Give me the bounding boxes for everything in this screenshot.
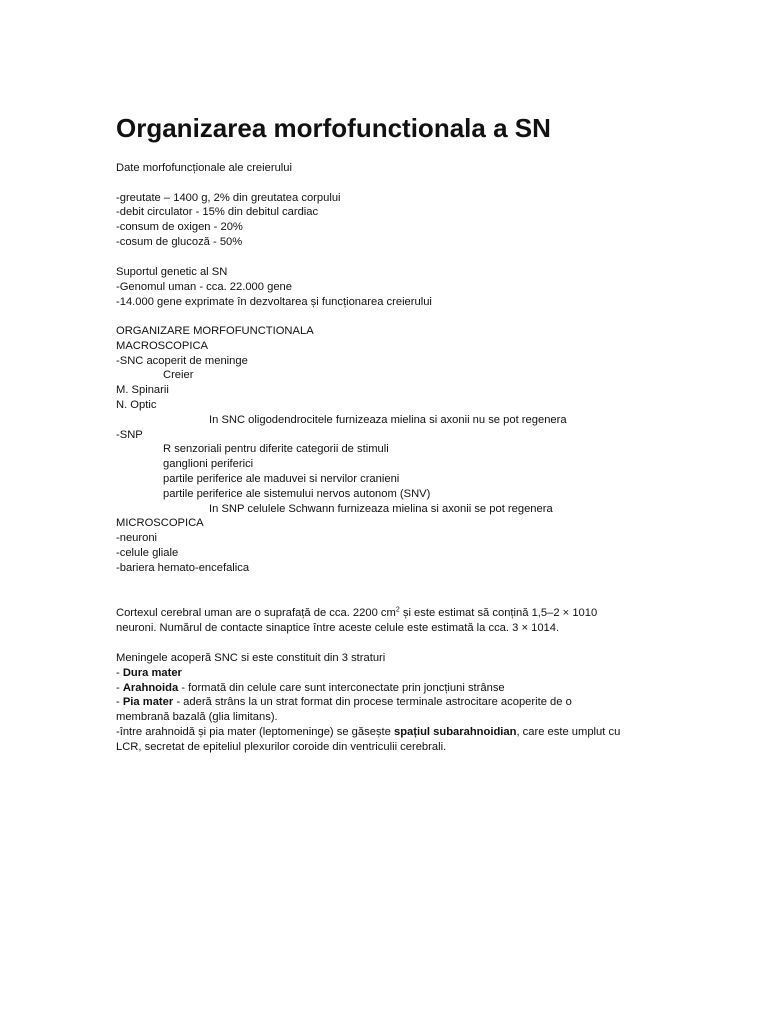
list-item: partile periferice ale sistemului nervos autonom (SNV) — [163, 487, 431, 500]
list-item: M. Spinarii — [116, 384, 169, 397]
paragraph-line: Cortexul cerebral uman are o suprafață de cca. 2200 $cm^2$ și este estimat să conțină 1,5–2 × 1010 — [116, 606, 598, 619]
list-item: Creier — [163, 369, 194, 382]
paragraph-line: -între arahnoidă și pia mater (leptomeninge) se găsește spațiul subarahnoidian, care este umplut cu — [116, 725, 621, 738]
page-title: Organizarea morfofunctionala a SN — [116, 113, 551, 143]
snc-note: In SNC oligodendrocitele furnizeaza mielina si axonii nu se pot regenera — [209, 413, 567, 426]
term-bold: spațiul subarahnoidian — [393, 725, 517, 738]
paragraph-line: Meningele acoperă SNC si este constituit din 3 straturi — [116, 652, 386, 664]
list-item: -greutate – 1400 g, 2% din greutatea corpului — [116, 191, 341, 204]
paragraph-line: membrană bazală (glia limitans). — [116, 711, 278, 724]
snp-note: In SNP celulele Schwann furnizeaza mielina si axonii se pot regenera — [209, 502, 553, 515]
list-item: -14.000 gene exprimate în dezvoltarea și funcționarea creierului — [116, 295, 432, 308]
list-item: R senzoriali pentru diferite categorii de stimuli — [163, 443, 389, 456]
list-item: ganglioni periferici — [163, 458, 254, 471]
term-bold: Pia mater — [122, 696, 174, 709]
section-genetic-support — [116, 265, 432, 309]
section-heading: ORGANIZARE MORFOFUNCTIONALA — [116, 325, 314, 337]
section-heading: Suportul genetic al SN — [116, 266, 228, 278]
superscript: 2 — [395, 606, 400, 614]
term-bold: Arahnoida — [122, 681, 179, 694]
section-organization — [116, 324, 567, 576]
macroscopic-label: MACROSCOPICA — [116, 339, 208, 352]
list-item: - Pia mater - aderă strâns la un strat format din procese terminale astrocitare acoperite de o — [116, 696, 572, 709]
list-item: -consum de oxigen - 20% — [116, 221, 243, 234]
snc-label: -SNC acoperit de meninge — [116, 354, 248, 367]
list-item: -Genomul uman - cca. 22.000 gene — [116, 280, 292, 293]
section-cortex — [116, 606, 597, 636]
list-item: -celule gliale — [116, 546, 179, 559]
term-bold: Dura mater — [122, 666, 182, 679]
blank-line — [116, 176, 341, 191]
list-item: N. Optic — [116, 398, 157, 411]
section-morphofunctional-data — [116, 161, 341, 250]
list-item: partile periferice ale maduvei si nervilor cranieni — [163, 472, 400, 485]
paragraph-line: LCR, secretat de epiteliul plexurilor coroide din ventriculii cerebrali. — [116, 740, 447, 753]
list-item: -debit circulator - 15% din debitul cardiac — [116, 206, 319, 219]
section-heading: Date morfofuncționale ale creierului — [116, 162, 292, 174]
section-meninges — [116, 651, 620, 755]
list-item: -cosum de glucoză - 50% — [116, 235, 243, 248]
paragraph-line: neuroni. Numărul de contacte sinaptice între aceste celule este estimată la cca. 3 × 1014. — [116, 621, 560, 634]
microscopic-label: MICROSCOPICA — [116, 517, 204, 530]
list-item: - Dura mater — [116, 666, 182, 679]
snp-label: -SNP — [116, 428, 143, 441]
list-item: -neuroni — [116, 532, 158, 545]
list-item: - Arahnoida - formată din celule care sunt interconectate prin joncțiuni strânse — [116, 681, 505, 694]
list-item: -bariera hemato-encefalica — [116, 561, 250, 574]
